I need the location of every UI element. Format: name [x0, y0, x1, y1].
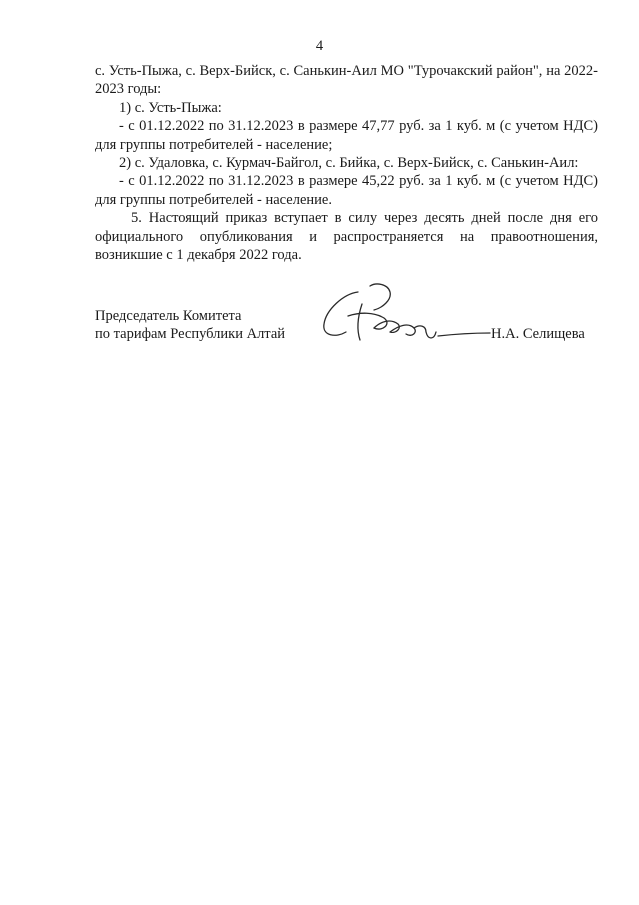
- document-body: [95, 62, 598, 264]
- signatory-title: [95, 307, 285, 344]
- handwritten-signature: [318, 282, 493, 352]
- page-number: 4: [315, 38, 324, 54]
- paragraph-municipality: с. Усть-Пыжа, с. Верх-Бийск, с. Санькин-Аил МО "Турочакский район", на 2022-2023 годы:: [95, 63, 598, 98]
- signatory-title-line-2: по тарифам Республики Алтай: [95, 326, 286, 343]
- paragraph-item-2: 2) с. Удаловка, с. Курмач-Байгол, с. Бийка, с. Верх-Бийск, с. Санькин-Аил:: [119, 155, 579, 172]
- signatory-name: Н.А. Селищева: [491, 326, 585, 342]
- signatory-title-line-1: Председатель Комитета: [95, 308, 242, 324]
- paragraph-item-1: 1) с. Усть-Пыжа:: [119, 99, 222, 116]
- paragraph-effective-date: 5. Настоящий приказ вступает в силу через десять дней после дня его официального опубликования и распространяется на правоотношения, возникшие с 1 декабря 2022 года.: [95, 210, 598, 264]
- paragraph-tariff-2: - с 01.12.2022 по 31.12.2023 в размере 45,22 руб. за 1 куб. м (с учетом НДС) для группы потребителей - население.: [95, 173, 598, 208]
- paragraph-tariff-1: - с 01.12.2022 по 31.12.2023 в размере 47,77 руб. за 1 куб. м (с учетом НДС) для группы потребителей - население;: [95, 118, 598, 153]
